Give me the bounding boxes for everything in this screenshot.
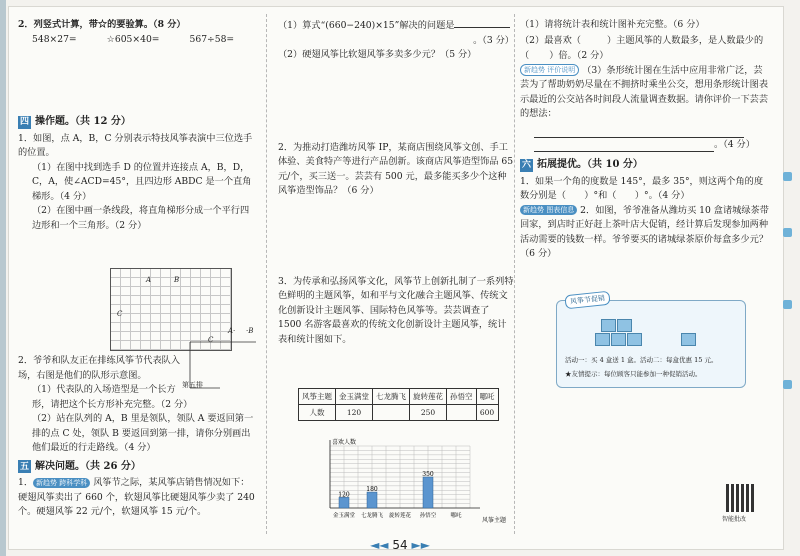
grid-label-a: A [146,276,152,284]
grid-cell [151,314,161,323]
bar [423,477,433,508]
grid-cell [161,314,171,323]
grid-cell [161,269,171,278]
grid-label-c: C [117,310,123,318]
grid-cell [151,296,161,305]
chart-title: 喜欢人数 [332,439,357,446]
grid-cell [191,296,201,305]
promo-title: 风筝节促销 [564,291,610,310]
answer-space [18,47,258,111]
column-divider [514,14,515,534]
grid-cell [161,341,171,350]
section-number: 六 [521,160,531,170]
next-arrows-icon[interactable]: ►► [411,538,430,552]
c3-sub3 [520,64,770,122]
q2b-sub2: （2）站在队列的 A，B 里是领队，领队 A 要返回第一排的点 C 处，领队 B 要返回到第一排，请你分别画出他们最近的行走路线。（4 分） [32,413,254,453]
grid-cell [181,305,191,314]
grid-cell [221,269,231,278]
right-column [520,18,770,262]
tick-label: 金玉满堂 [332,513,356,519]
bar-chart-svg [300,436,510,526]
grid-cell [221,314,231,323]
tea-box-icon [595,333,610,346]
answer-line[interactable] [534,142,714,152]
grid-cell [181,296,191,305]
q2b-text: 2．爷爷和队友正在排练风筝节代表队入场，右图是他们的队形示意图。 [18,355,181,381]
grid-cell [121,332,131,341]
q1-sub1: （1）在图中找到选手 D 的位置并连接点 A，B，D，C，A，使∠ACD=45°，且四边形 ABDC 是一个直角梯形。（4 分） [32,161,252,202]
grid-cell [151,341,161,350]
grid-cell [221,305,231,314]
section-6-heading [520,158,770,173]
grid-cell [151,332,161,341]
grid-cell [211,296,221,305]
grid-label-b: B [174,276,180,284]
qr-caption: 智能批改 [722,516,747,523]
tea-box-icon [611,333,626,346]
c3-q6-2-text: 2．如图，爷爷准备从潍坊买 10 盒诸城绿茶带回家，到店时正好赶上茶叶店大促销，经计算后发现参加两种活动需要的钱数一样。爷爷要买的诸城绿茶原价每盒多少元？（6 分） [520,204,769,259]
calc-item: 567÷58= [189,33,235,45]
tea-box-icon [681,333,696,346]
grid-cell [161,278,171,287]
grid-cell [211,278,221,287]
grid-cell [171,296,181,305]
section-title: 拓展提优。（共 10 分） [537,159,643,170]
q1-sub2: （2）在图中画一条线段，将直角梯形分成一个平行四边形和一个三角形。（2 分） [32,205,250,231]
tea-box-icon [627,333,642,346]
grid-cell [151,323,161,332]
table-header: 风筝主题 [299,389,336,405]
grid-cell [121,314,131,323]
tick-label: 哪吒 [450,513,462,519]
middle-column [278,18,514,347]
grid-cell [201,305,211,314]
grid-cell [221,296,231,305]
grid-cell [131,269,141,278]
formation-label-b: ·B [246,327,254,335]
grid-cell [191,287,201,296]
c2-q2: 2．为推动打造潍坊风筝 IP，某商店围绕风筝文创、手工体验、美食特产等进行产品创新。该商店风筝造型饰品 65 元/个，买三送一。芸芸有 500 元，最多能买多少个这种风筝造型饰品？（6 分） [278,141,514,196]
q1-text: 1．如图，点 A，B，C 分别表示特技风筝表演中三位选手的位置。 [18,132,253,158]
table-cell[interactable] [447,405,477,421]
c3-sub2a: （2）最喜欢（ [520,34,581,46]
trend-tag: 新趋势 跨科学科 [33,478,90,488]
grid-cell [141,323,151,332]
grid-cell [211,305,221,314]
grid-cell [151,278,161,287]
data-label: 120 [338,491,350,499]
side-tab-marker [783,228,792,237]
grid-cell [121,323,131,332]
side-tab-marker [783,300,792,309]
table-header: 孙悟空 [447,389,477,405]
grid-cell [111,287,121,296]
tea-box-icon [617,319,632,332]
c3-sub3-score: 。（4 分） [714,138,755,150]
grid-cell [181,269,191,278]
grid-cell [211,269,221,278]
page-number: 54 [392,538,408,552]
grid-cell [111,332,121,341]
section-4-heading [18,115,258,130]
grid-cell [221,278,231,287]
grid-cell [141,296,151,305]
section-5-heading [18,460,258,475]
promo-line2: ★友情提示：每位顾客只能参加一种促销活动。 [565,370,702,378]
grid-cell [201,269,211,278]
answer-space [278,63,514,141]
grid-cell [111,341,121,350]
answer-space [278,199,514,275]
grid-cell [161,323,171,332]
grid-cell [191,278,201,287]
c3-sub2b: ）主题风筝的人数最多，是人数最少的（ [520,34,764,61]
c2-sub2: （2）硬翅风筝比软翅风筝多卖多少元？（5 分） [278,49,477,60]
side-tab-marker [783,380,792,389]
left-column [18,18,258,233]
answer-blank[interactable] [529,48,549,58]
grid-cell [161,296,171,305]
grid-cell [121,341,131,350]
c3-sub1: （1）请将统计表和统计图补充完整。（6 分） [520,19,705,30]
grid-cell [121,278,131,287]
c2-q3: 3．为传承和弘扬风筝文化，风筝节上创新扎制了一系列特色鲜明的主题风筝，如和平与文化融合主题风筝、传统文化创新设计主题风筝、国际特色风筝等。芸芸调查了 1500 名游客最喜欢的传统文化创新设计主题风筝，统计表和统计图如下。 [278,275,514,345]
grid-cell [121,269,131,278]
grid-cell [141,287,151,296]
grid-cell [111,296,121,305]
grid-cell [201,278,211,287]
qr-code-icon[interactable] [726,484,754,512]
grid-cell [161,305,171,314]
column-divider [266,14,267,534]
answer-blank[interactable] [454,18,510,28]
grid-cell [151,269,161,278]
grid-cell [211,287,221,296]
section-title: 解决问题。（共 26 分） [35,460,141,472]
c3-q6-1: 1．如果一个角的度数是 145°，最多 35°，则这两个角的度数分别是（ ）°和（ ）°。（4 分） [520,175,764,201]
calc-item: ☆605×40= [106,33,160,45]
grid-cell [141,314,151,323]
grid-cell [201,314,211,323]
tea-box-icon [601,319,616,332]
x-axis-label: 风筝主题 [482,517,507,524]
grid-cell [131,305,141,314]
grid-cell [121,305,131,314]
promo-card [556,294,746,388]
promo-line1: 活动一：买 4 盒送 1 盒。活动二：每盒优惠 15 元。 [565,356,718,364]
bar [367,492,377,508]
page-footer [0,538,800,552]
grid-cell [111,323,121,332]
tick-label: 孙悟空 [419,513,437,519]
grid-cell [201,287,211,296]
data-label: 350 [422,471,434,478]
section-number: 四 [19,117,29,127]
table-header: 旋转莲花 [410,389,447,405]
grid-cell [141,332,151,341]
section-number: 五 [19,461,29,472]
table-header: 哪吒 [476,389,498,405]
grid-cell [171,314,181,323]
grid-cell [131,341,141,350]
grid-cell [211,314,221,323]
q2-items [18,33,258,48]
tick-label: 旋转莲花 [388,513,412,519]
c2-sub1-score: 。（3 分） [473,34,514,46]
bar [339,497,349,508]
grid-cell [151,305,161,314]
grid-cell [181,314,191,323]
table-row-label: 人数 [299,405,336,421]
q5-1: 1． 新趋势 跨科学科 风筝节之际，某风筝店销售情况如下：硬翅风筝卖出了 660 个，软翅风筝比硬翅风筝少卖了 240 个。硬翅风筝 22 元/个，软翅风筝 15 元/个。 [18,477,255,517]
grid-cell [181,287,191,296]
grid-cell [121,287,131,296]
formation-label-row5: 第五排 [182,381,203,389]
grid-cell [141,341,151,350]
grid-cell [191,269,201,278]
grid-cell [191,314,201,323]
formation-label-a: A· [228,327,236,335]
table-cell: 250 [410,405,447,421]
grid-cell [201,296,211,305]
c2-sub1-text: （1）算式“(660−240)×15”解决的问题是 [278,20,455,31]
survey-table [298,388,499,421]
table-header: 七龙腾飞 [373,389,410,405]
grid-cell [221,287,231,296]
grid-cell [181,278,191,287]
c3-sub2c: ）倍。（2 分） [549,50,609,61]
grid-cell [171,305,181,314]
grid-cell [111,269,121,278]
c3-q6-2 [520,204,770,262]
section-title: 操作题。（共 12 分） [35,116,131,127]
book-spine [0,0,6,556]
grid-cell [131,323,141,332]
calc-item: 548×27= [32,33,77,45]
trend-tag: 新趋势 评价说明 [520,64,579,76]
q2b-sub1: （1）代表队的入场造型是一个长方形，请把这个长方形补充完整。（2 分） [32,384,193,410]
grid-cell [111,278,121,287]
c3-sub2 [520,33,770,64]
tick-label: 七龙腾飞 [360,513,384,519]
bar-chart [300,436,510,526]
data-label: 180 [366,486,378,494]
answer-line[interactable] [534,128,744,138]
table-cell: 120 [336,405,373,421]
prev-arrows-icon[interactable]: ◄◄ [370,538,389,552]
c3-sub3-text: （3）条形统计图在生活中应用非常广泛，芸芸为了帮助奶奶尽量在不拥挤时乘坐公交，想用条形统计图表示最近的公交站各时间段人流量调查数据。请你评价一下芸芸的想法： [520,64,769,119]
grid-cell [161,287,171,296]
table-cell: 600 [476,405,498,421]
grid-cell [161,332,171,341]
grid-cell [131,287,141,296]
grid-cell [131,314,141,323]
grid-cell [131,278,141,287]
grid-cell [141,305,151,314]
table-header: 金玉满堂 [336,389,373,405]
q5-1-text: 风筝节之际，某风筝店销售情况如下：硬翅风筝卖出了 660 个，软翅风筝比硬翅风筝少卖了 240 个。硬翅风筝 22 元/个，软翅风筝 15 元/个。 [18,477,255,517]
grid-cell [121,296,131,305]
grid-cell [151,287,161,296]
trend-tag: 新趋势 图表信息 [520,205,577,215]
formation-label-c: C [208,336,214,344]
c2-sub1 [278,18,514,34]
table-cell[interactable] [373,405,410,421]
grid-cell [131,332,141,341]
grid-cell [171,287,181,296]
side-tab-marker [783,172,792,181]
answer-blank[interactable] [581,33,607,43]
grid-cell [191,305,201,314]
grid-cell [131,296,141,305]
q2-title: 2．列竖式计算，带☆的要验算。（8 分） [18,19,186,30]
